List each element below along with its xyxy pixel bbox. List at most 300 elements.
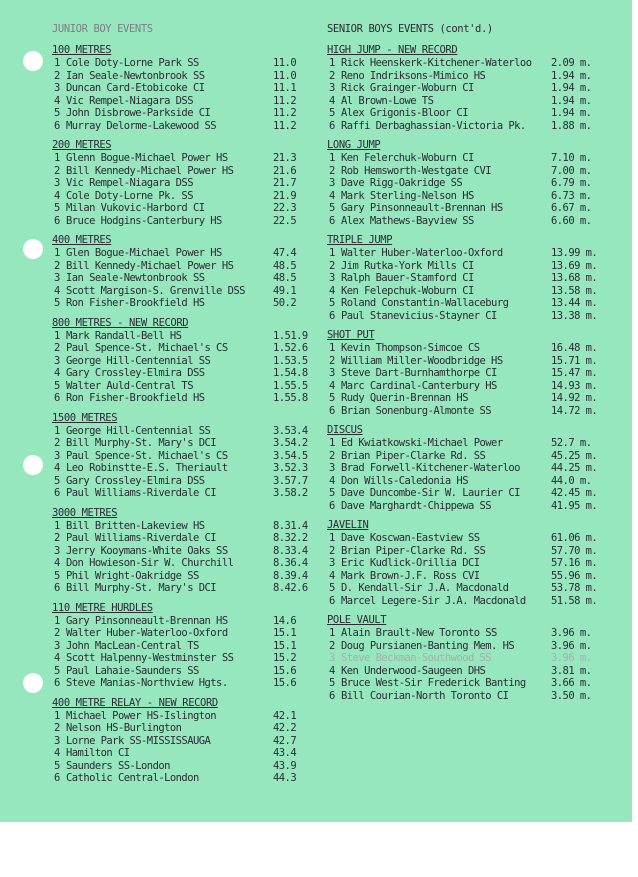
result-mark: 15.6: [273, 664, 297, 677]
athlete-school: Alex Mathews-Bayview SS: [341, 214, 474, 227]
result-mark: 21.3: [273, 152, 297, 164]
result-mark: 1.88 m.: [551, 119, 592, 132]
placing: 3: [329, 367, 335, 379]
athlete-school: Brian Piper-Clarke Rd. SS: [341, 544, 486, 557]
result-row: [52, 380, 312, 393]
placing: 4: [54, 94, 60, 107]
athlete-school: Eric Kudlick-Orillia DCI: [341, 557, 480, 569]
result-mark: 14.6: [273, 614, 297, 627]
placing: 3: [54, 544, 60, 557]
athlete-school: Vic Rempel-Niagara DSS: [66, 177, 193, 189]
event-title: 3000 METRES: [52, 506, 118, 519]
result-mark: 1.55.8: [273, 392, 308, 404]
athlete-school: Alain Brault-New Toronto SS: [341, 627, 497, 639]
athlete-school: Scott Halpenny-Westminster SS: [66, 652, 234, 664]
athlete-school: Ian Seale-Newtonbrook SS: [66, 272, 205, 284]
athlete-school: Brian Piper-Clarke Rd. SS: [341, 449, 486, 462]
result-mark: 42.1: [273, 709, 297, 722]
result-mark: 47.4: [273, 247, 297, 259]
placing: 4: [329, 664, 335, 677]
result-mark: 11.2: [273, 94, 297, 107]
result-row: [52, 330, 312, 343]
result-row: [52, 297, 312, 310]
placing: 4: [329, 284, 335, 297]
placing: 5: [329, 107, 335, 119]
athlete-school: Bill Murphy-St. Mary's DCI: [66, 437, 217, 449]
placing: 5: [329, 297, 335, 309]
result-row: [52, 545, 312, 558]
placing: 6: [54, 119, 60, 132]
right-column: [327, 22, 617, 702]
placing: 4: [54, 557, 60, 569]
athlete-school: Ed Kwiatkowski-Michael Power: [341, 437, 503, 449]
result-row: [52, 342, 312, 355]
athlete-school: Duncan Card-Etobicoke CI: [66, 82, 205, 94]
athlete-school: Rudy Querin-Brennan HS: [341, 392, 468, 404]
placing: 2: [54, 342, 60, 354]
result-row: [52, 615, 312, 628]
punch-hole: [23, 455, 43, 475]
result-mark: 16.48 m.: [551, 342, 598, 354]
placing: 5: [54, 202, 60, 214]
result-mark: 11.2: [273, 119, 297, 132]
result-mark: 3.50 m.: [551, 689, 592, 702]
event-title: 200 METRES: [52, 139, 112, 151]
result-row: [327, 82, 617, 95]
result-mark: 45.25 m.: [551, 449, 598, 462]
athlete-school: John Disbrowe-Parkside CI: [66, 107, 211, 119]
placing: 3: [54, 734, 60, 747]
placing: 1: [54, 709, 60, 722]
athlete-school: Milan Vukovic-Harbord CI: [66, 202, 205, 214]
result-row: [327, 487, 617, 500]
column-title: JUNIOR BOY EVENTS: [52, 23, 153, 35]
athlete-school: Dave Koscwan-Eastview SS: [341, 532, 480, 544]
result-mark: 1.94 m.: [551, 69, 592, 82]
placing: 1: [54, 614, 60, 627]
result-mark: 3.57.7: [273, 474, 308, 487]
athlete-school: Ken Felerchuk-Woburn CI: [341, 152, 474, 164]
result-mark: 6.79 m.: [551, 177, 592, 189]
result-row: [52, 355, 312, 368]
result-row: [327, 475, 617, 488]
placing: 3: [54, 177, 60, 189]
athlete-school: Ian Seale-Newtonbrook SS: [66, 69, 205, 82]
result-mark: 44.0 m.: [551, 474, 592, 487]
result-row: [327, 342, 617, 355]
result-mark: 15.1: [273, 627, 297, 639]
result-mark: 8.39.4: [273, 569, 308, 582]
result-row: [327, 532, 617, 545]
athlete-school: Paul Spence-St. Michael's CS: [66, 449, 228, 462]
placing: 5: [54, 379, 60, 392]
placing: 4: [329, 94, 335, 107]
result-mark: 13.44 m.: [551, 297, 598, 309]
result-mark: 44.3: [273, 772, 297, 784]
result-mark: 7.10 m.: [551, 152, 592, 164]
placing: 3: [329, 557, 335, 569]
result-mark: 52.7 m.: [551, 437, 592, 449]
athlete-school: Glen Bogue-Michael Power HS: [66, 247, 222, 259]
placing: 1: [329, 342, 335, 354]
column-title: SENIOR BOYS EVENTS (cont'd.): [327, 23, 493, 35]
result-row: [327, 627, 617, 640]
athlete-school: Paul Williams-Riverdale CI: [66, 487, 217, 499]
event-title: 800 METRES - NEW RECORD: [52, 316, 189, 329]
event-title: 110 METRE HURDLES: [52, 601, 153, 614]
result-mark: 50.2: [273, 297, 297, 309]
result-mark: 42.7: [273, 734, 297, 747]
result-mark: 22.3: [273, 202, 297, 214]
athlete-school: Brad Forwell-Kitchener-Waterloo: [341, 462, 520, 474]
athlete-school: Ron Fisher-Brookfield HS: [66, 297, 205, 309]
placing: 1: [329, 437, 335, 449]
result-mark: 44.25 m.: [551, 462, 598, 474]
athlete-school: Dave Rigg-Oakridge SS: [341, 177, 463, 189]
placing: 6: [329, 499, 335, 512]
placing: 3: [329, 652, 335, 664]
placing: 3: [54, 449, 60, 462]
result-mark: 55.96 m.: [551, 569, 598, 582]
result-mark: 6.60 m.: [551, 214, 592, 227]
placing: 2: [329, 354, 335, 367]
event-title: 1500 METRES: [52, 411, 118, 424]
athlete-school: George Hill-Centennial SS: [66, 424, 211, 437]
result-mark: 8.32.2: [273, 532, 308, 544]
result-mark: 41.95 m.: [551, 499, 598, 512]
athlete-school: Don Howieson-Sir W. Churchill: [66, 557, 234, 569]
result-row: [327, 247, 617, 260]
placing: 2: [54, 164, 60, 177]
placing: 2: [54, 532, 60, 544]
placing: 2: [54, 437, 60, 449]
result-row: [327, 545, 617, 558]
athlete-school: Gary Crossley-Elmira DSS: [66, 474, 205, 487]
athlete-school: Cole Doty-Lorne Pk. SS: [66, 189, 193, 202]
athlete-school: Roland Constantin-Wallaceburg: [341, 297, 509, 309]
result-row: [327, 165, 617, 178]
placing: 4: [329, 379, 335, 392]
placing: 6: [329, 214, 335, 227]
result-mark: 51.58 m.: [551, 594, 598, 607]
athlete-school: Michael Power HS-Islington: [66, 709, 217, 722]
athlete-school: Lorne Park SS-MISSISSAUGA: [66, 734, 211, 747]
placing: 3: [54, 639, 60, 652]
athlete-school: Raffi Derbaghassian-Victoria Pk.: [341, 119, 526, 132]
placing: 3: [54, 354, 60, 367]
placing: 5: [329, 487, 335, 499]
athlete-school: Reno Indriksons-Mimico HS: [341, 69, 486, 82]
event-title: TRIPLE JUMP: [327, 234, 393, 246]
result-mark: 3.96 m.: [551, 627, 592, 639]
result-row: [327, 95, 617, 108]
athlete-school: Ken Felepchuk-Woburn CI: [341, 284, 474, 297]
result-row: [52, 772, 312, 785]
placing: 5: [54, 664, 60, 677]
placing: 6: [329, 689, 335, 702]
result-mark: 48.5: [273, 272, 297, 284]
placing: 2: [329, 69, 335, 82]
placing: 2: [54, 722, 60, 734]
placing: 6: [54, 677, 60, 689]
placing: 3: [54, 82, 60, 94]
result-row: [327, 500, 617, 513]
result-row: [327, 260, 617, 273]
result-row: [327, 272, 617, 285]
athlete-school: Marc Cardinal-Canterbury HS: [341, 379, 497, 392]
result-row: [327, 202, 617, 215]
athlete-school: Gary Pinsonneault-Brennan HS: [341, 202, 503, 214]
placing: 5: [54, 107, 60, 119]
athlete-school: Bill Murphy-St. Mary's DCI: [66, 582, 217, 594]
athlete-school: Al Brown-Lowe TS: [341, 94, 434, 107]
result-mark: 43.9: [273, 759, 297, 772]
athlete-school: Bill Kennedy-Michael Power HS: [66, 259, 234, 272]
result-row: [327, 640, 617, 653]
result-row: [327, 285, 617, 298]
event-title: 100 METRES: [52, 44, 112, 56]
placing: 6: [329, 404, 335, 417]
result-row: [327, 152, 617, 165]
result-mark: 7.00 m.: [551, 164, 592, 177]
result-mark: 11.1: [273, 82, 297, 94]
result-mark: 13.58 m.: [551, 284, 598, 297]
result-row: [52, 487, 312, 500]
result-row: [52, 57, 312, 70]
result-row: [52, 215, 312, 228]
result-mark: 1.94 m.: [551, 82, 592, 94]
placing: 6: [329, 309, 335, 322]
result-row: [52, 107, 312, 120]
result-mark: 3.96 m.: [551, 652, 592, 664]
athlete-school: Hamilton CI: [66, 747, 130, 759]
placing: 2: [329, 639, 335, 652]
placing: 6: [54, 392, 60, 404]
result-row: [327, 557, 617, 570]
placing: 6: [54, 214, 60, 227]
result-mark: 42.45 m.: [551, 487, 598, 499]
result-row: [327, 450, 617, 463]
athlete-school: Phil Wright-Oakridge SS: [66, 569, 199, 582]
result-row: [52, 627, 312, 640]
placing: 1: [329, 152, 335, 164]
placing: 4: [329, 569, 335, 582]
result-row: [52, 570, 312, 583]
punch-hole: [23, 239, 43, 259]
result-mark: 22.5: [273, 214, 297, 227]
placing: 2: [329, 449, 335, 462]
result-mark: 42.2: [273, 722, 297, 734]
result-row: [52, 520, 312, 533]
result-row: [327, 70, 617, 83]
placing: 4: [54, 652, 60, 664]
athlete-school: Doug Pursianen-Banting Mem. HS: [341, 639, 515, 652]
result-row: [327, 107, 617, 120]
result-row: [52, 677, 312, 690]
result-row: [52, 392, 312, 405]
result-row: [52, 70, 312, 83]
result-row: [52, 665, 312, 678]
result-row: [327, 570, 617, 583]
athlete-school: Leo Robinstte-E.S. Theriault: [66, 462, 228, 474]
result-row: [327, 177, 617, 190]
result-mark: 3.52.3: [273, 462, 308, 474]
placing: 1: [54, 329, 60, 342]
result-row: [52, 735, 312, 748]
placing: 1: [329, 532, 335, 544]
placing: 3: [329, 272, 335, 284]
result-mark: 49.1: [273, 284, 297, 297]
result-mark: 15.47 m.: [551, 367, 598, 379]
placing: 1: [54, 519, 60, 532]
placing: 4: [329, 474, 335, 487]
athlete-school: Mark Sterling-Nelson HS: [341, 189, 474, 202]
result-row: [52, 247, 312, 260]
athlete-school: Scott Margison-S. Grenville DSS: [66, 284, 245, 297]
result-mark: 1.94 m.: [551, 107, 592, 119]
result-mark: 15.2: [273, 652, 297, 664]
result-row: [52, 190, 312, 203]
result-row: [327, 652, 617, 665]
result-mark: 11.0: [273, 57, 297, 69]
placing: 6: [54, 772, 60, 784]
placing: 3: [54, 272, 60, 284]
athlete-school: Paul Williams-Riverdale CI: [66, 532, 217, 544]
athlete-school: Mark Brown-J.F. Ross CVI: [341, 569, 480, 582]
result-row: [52, 760, 312, 773]
placing: 2: [329, 259, 335, 272]
athlete-school: Nelson HS-Burlington: [66, 722, 182, 734]
result-row: [52, 437, 312, 450]
result-mark: 3.96 m.: [551, 639, 592, 652]
result-mark: 15.6: [273, 677, 297, 689]
result-mark: 3.58.2: [273, 487, 308, 499]
result-mark: 6.67 m.: [551, 202, 592, 214]
result-row: [327, 190, 617, 203]
result-mark: 3.81 m.: [551, 664, 592, 677]
placing: 5: [329, 202, 335, 214]
placing: 4: [54, 284, 60, 297]
result-mark: 21.9: [273, 189, 297, 202]
athlete-school: Kevin Thompson-Simcoe CS: [341, 342, 480, 354]
placing: 4: [329, 189, 335, 202]
event-title: DISCUS: [327, 424, 363, 436]
result-mark: 13.68 m.: [551, 272, 598, 284]
placing: 6: [54, 582, 60, 594]
result-row: [327, 310, 617, 323]
result-mark: 13.69 m.: [551, 259, 598, 272]
result-row: [52, 640, 312, 653]
placing: 2: [54, 69, 60, 82]
result-mark: 8.42.6: [273, 582, 308, 594]
result-row: [52, 95, 312, 108]
left-column: [52, 22, 312, 785]
athlete-school: Paul Lahaie-Saunders SS: [66, 664, 199, 677]
result-mark: 15.1: [273, 639, 297, 652]
placing: 2: [329, 164, 335, 177]
result-mark: 8.33.4: [273, 544, 308, 557]
athlete-school: D. Kendall-Sir J.A. Macdonald: [341, 582, 509, 594]
athlete-school: Brian Sonenburg-Almonte SS: [341, 404, 492, 417]
result-mark: 53.78 m.: [551, 582, 598, 594]
athlete-school: Bill Britten-Lakeview HS: [66, 519, 205, 532]
result-row: [327, 437, 617, 450]
result-mark: 61.06 m.: [551, 532, 598, 544]
placing: 6: [54, 487, 60, 499]
punch-hole: [23, 51, 43, 71]
athlete-school: Steve Dart-Burnhamthorpe CI: [341, 367, 497, 379]
placing: 5: [54, 569, 60, 582]
result-row: [52, 272, 312, 285]
placing: 1: [329, 627, 335, 639]
placing: 1: [54, 247, 60, 259]
athlete-school: Alex Grigonis-Bloor CI: [341, 107, 468, 119]
placing: 5: [329, 392, 335, 404]
result-row: [52, 425, 312, 438]
placing: 1: [329, 57, 335, 69]
result-row: [327, 595, 617, 608]
result-row: [52, 260, 312, 273]
athlete-school: Glenn Bogue-Michael Power HS: [66, 152, 228, 164]
result-mark: 8.36.4: [273, 557, 308, 569]
athlete-school: Bruce West-Sir Frederick Banting: [341, 677, 526, 689]
placing: 5: [329, 582, 335, 594]
athlete-school: Paul Spence-St. Michael's CS: [66, 342, 228, 354]
result-mark: 1.52.6: [273, 342, 308, 354]
athlete-school: Ron Fisher-Brookfield HS: [66, 392, 205, 404]
placing: 3: [329, 82, 335, 94]
result-row: [52, 165, 312, 178]
athlete-school: Steve Beckman-Southwood SS: [341, 652, 492, 664]
placing: 4: [54, 189, 60, 202]
athlete-school: Steve Manias-Northview Hgts.: [66, 677, 228, 689]
placing: 5: [329, 677, 335, 689]
event-title: LONG JUMP: [327, 139, 381, 151]
result-mark: 3.54.2: [273, 437, 308, 449]
athlete-school: Walter Huber-Waterloo-Oxford: [66, 627, 228, 639]
result-mark: 11.2: [273, 107, 297, 119]
result-row: [52, 747, 312, 760]
result-row: [327, 582, 617, 595]
result-mark: 1.55.5: [273, 379, 308, 392]
punch-hole: [23, 673, 43, 693]
event-title: SHOT PUT: [327, 329, 375, 341]
result-mark: 48.5: [273, 259, 297, 272]
result-row: [52, 475, 312, 488]
athlete-school: Dave Duncombe-Sir W. Laurier CI: [341, 487, 520, 499]
athlete-school: Walter Huber-Waterloo-Oxford: [341, 247, 503, 259]
result-mark: 43.4: [273, 747, 297, 759]
placing: 1: [54, 57, 60, 69]
result-mark: 13.99 m.: [551, 247, 598, 259]
athlete-school: Vic Rempel-Niagara DSS: [66, 94, 193, 107]
placing: 4: [54, 747, 60, 759]
result-row: [52, 82, 312, 95]
placing: 5: [54, 759, 60, 772]
event-title: 400 METRE RELAY - NEW RECORD: [52, 696, 218, 709]
placing: 2: [54, 259, 60, 272]
placing: 2: [54, 627, 60, 639]
placing: 5: [54, 297, 60, 309]
result-row: [52, 152, 312, 165]
result-mark: 6.73 m.: [551, 189, 592, 202]
athlete-school: Catholic Central-London: [66, 772, 199, 784]
result-mark: 14.93 m.: [551, 379, 598, 392]
athlete-school: Ralph Bauer-Stamford CI: [341, 272, 474, 284]
result-mark: 13.38 m.: [551, 309, 598, 322]
athlete-school: Cole Doty-Lorne Park SS: [66, 57, 199, 69]
result-mark: 8.31.4: [273, 519, 308, 532]
